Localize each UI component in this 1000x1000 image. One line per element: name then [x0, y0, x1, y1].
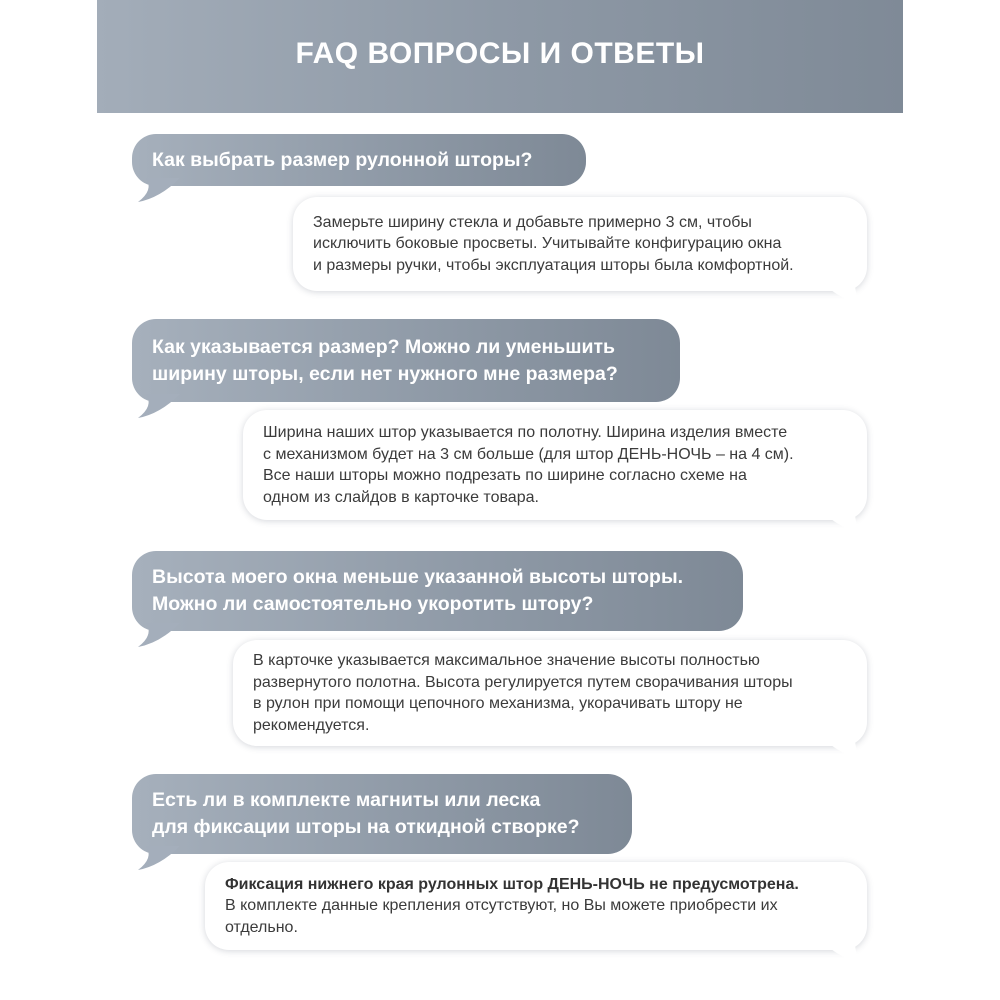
faq-answer-4 — [205, 862, 867, 950]
speech-tail-icon — [823, 942, 863, 964]
answer-text-line: одном из слайдов в карточке товара. — [263, 488, 539, 506]
answer-text-line: и размеры ручки, чтобы эксплуатация шторы была комфортной. — [313, 256, 794, 274]
answer-text-line: с механизмом будет на 3 см больше (для штор ДЕНЬ-НОЧЬ – на 4 см). — [263, 445, 794, 463]
answer-text-line: Все наши шторы можно подрезать по ширине согласно схеме на — [263, 467, 747, 484]
speech-tail-icon — [823, 512, 863, 534]
faq-question-2 — [132, 319, 680, 402]
page-title: FAQ ВОПРОСЫ И ОТВЕТЫ — [295, 36, 705, 70]
speech-tail-icon — [136, 623, 182, 647]
answer-text-line: В карточке указывается максимальное значение высоты полностью — [253, 652, 760, 669]
faq-answer-1 — [293, 197, 867, 291]
answer-text-line: исключить боковые просветы. Учитывайте конфигурацию окна — [313, 235, 782, 253]
faq-answer-2 — [243, 410, 867, 520]
answer-text-line: Замерьте ширину стекла и добавьте примерно 3 см, чтобы — [313, 213, 752, 231]
answer-text-line: рекомендуется. — [253, 716, 370, 734]
answer-text-line: в рулон при помощи цепочного механизма, укорачивать штору не — [253, 695, 743, 712]
faq-question-3 — [132, 551, 743, 631]
answer-text-line: Ширина наших штор указывается по полотну. Ширина изделия вместе — [263, 424, 788, 441]
faq-question-1 — [132, 134, 586, 186]
faq-answer-3 — [233, 640, 867, 746]
speech-tail-icon — [136, 394, 182, 418]
answer-text-line: развернутого полотна. Высота регулируется путем сворачивания шторы — [253, 673, 793, 691]
speech-tail-icon — [136, 846, 182, 870]
page-header — [97, 0, 903, 113]
question-text-line: Можно ли самостоятельно укоротить штору? — [152, 593, 594, 615]
speech-tail-icon — [823, 283, 863, 305]
question-text-line: Есть ли в комплекте магниты или леска — [152, 789, 541, 811]
question-text-line: Как выбрать размер рулонной шторы? — [152, 148, 533, 171]
answer-bold-line: Фиксация нижнего края рулонных штор ДЕНЬ-НОЧЬ не предусмотрена. — [225, 875, 799, 893]
question-text-line: для фиксации шторы на откидной створке? — [152, 816, 580, 838]
answer-text-line: В комплекте данные крепления отсутствуют, но Вы можете приобрести их — [225, 897, 778, 915]
faq-question-4 — [132, 774, 632, 854]
speech-tail-icon — [136, 178, 182, 202]
question-text-line: ширину шторы, если нет нужного мне размера? — [152, 362, 618, 385]
speech-tail-icon — [823, 738, 863, 760]
question-text-line: Высота моего окна меньше указанной высоты шторы. — [152, 566, 684, 588]
question-text-line: Как указывается размер? Можно ли уменьшить — [152, 335, 616, 358]
answer-text-line: отдельно. — [225, 918, 298, 936]
